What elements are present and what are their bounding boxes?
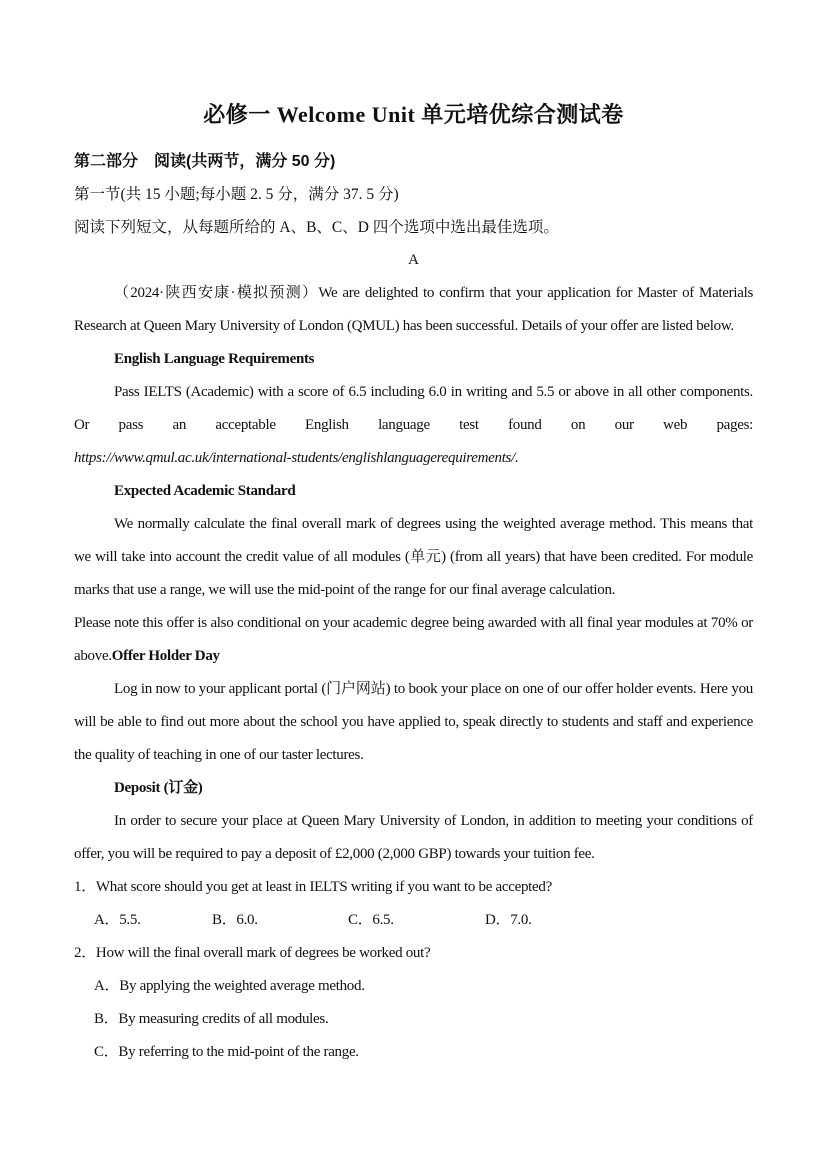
question-2-option-a: A．By applying the weighted average method.: [94, 978, 365, 994]
question-1-options: [74, 904, 753, 937]
question-1-option-d: D．7.0.: [485, 912, 532, 928]
document-body: [74, 145, 753, 1069]
question-1-option-b: B．6.0.: [212, 912, 258, 928]
deposit-heading: Deposit (订金): [114, 780, 203, 796]
english-requirements-heading: English Language Requirements: [114, 351, 315, 367]
question-1: [74, 871, 753, 904]
part-heading: 第二部分 阅读(共两节，满分 50 分): [74, 153, 336, 170]
section-heading: 第一节(共 15 小题;每小题 2. 5 分，满分 37. 5 分): [74, 186, 399, 203]
conditional-note-text: Please note this offer is also conditional on your academic degree being awarded with all final year modules at 70% or above.: [74, 615, 753, 664]
academic-standard-body: We normally calculate the final overall mark of degrees using the weighted average method. This means that we will take into account the credit value of all modules (单元) (from all years) that have been credited. For module marks that use a range, we will use the mid-point of the range for our final average calculation.: [74, 516, 753, 598]
document-title: 必修一 Welcome Unit 单元培优综合测试卷: [203, 102, 624, 127]
deposit-body: In order to secure your place at Queen Mary University of London, in addition to meeting your conditions of offer, you will be required to pay a deposit of £2,000 (2,000 GBP) towards your tuition fee.: [74, 813, 753, 862]
conditional-note-paragraph: [74, 607, 753, 673]
offer-holder-day-body: Log in now to your applicant portal (门户网站) to book your place on one of our offer holder events. Here you will be able to find out more about the school you have applied to, speak directly to students and staff and experience the quality of teaching in one of our taster lectures.: [74, 681, 753, 763]
academic-standard-heading: Expected Academic Standard: [114, 483, 296, 499]
question-2-number: 2．: [74, 945, 96, 961]
english-requirements-body: Pass IELTS (Academic) with a score of 6.5 including 6.0 in writing and 5.5 or above in all other components. Or pass an acceptable English language test found on our web pages:: [74, 384, 753, 433]
passage-source-tag: （2024·陕西安康·模拟预测）: [114, 285, 319, 301]
question-1-option-a: A．5.5.: [94, 912, 141, 928]
passage-label: A: [408, 252, 419, 268]
question-1-option-c: C．6.5.: [348, 912, 394, 928]
question-2-option-c: C．By referring to the mid-point of the range.: [94, 1044, 359, 1060]
english-requirements-url: https://www.qmul.ac.uk/international-students/englishlanguagerequirements/.: [74, 450, 519, 466]
passage-intro-paragraph: [74, 277, 753, 343]
question-2-option-b: B．By measuring credits of all modules.: [94, 1011, 329, 1027]
offer-holder-day-heading: Offer Holder Day: [111, 648, 220, 664]
question-1-text: What score should you get at least in IELTS writing if you want to be accepted?: [95, 879, 552, 895]
passage-intro-text: We are delighted to confirm that your application for Master of Materials Research at Queen Mary University of London (QMUL) has been successful. Details of your offer are listed below.: [74, 285, 753, 334]
question-1-number: 1．: [74, 879, 96, 895]
reading-instructions: 阅读下列短文，从每题所给的 A、B、C、D 四个选项中选出最佳选项。: [74, 219, 559, 236]
question-2: [74, 937, 753, 970]
question-2-text: How will the final overall mark of degrees be worked out?: [95, 945, 431, 961]
